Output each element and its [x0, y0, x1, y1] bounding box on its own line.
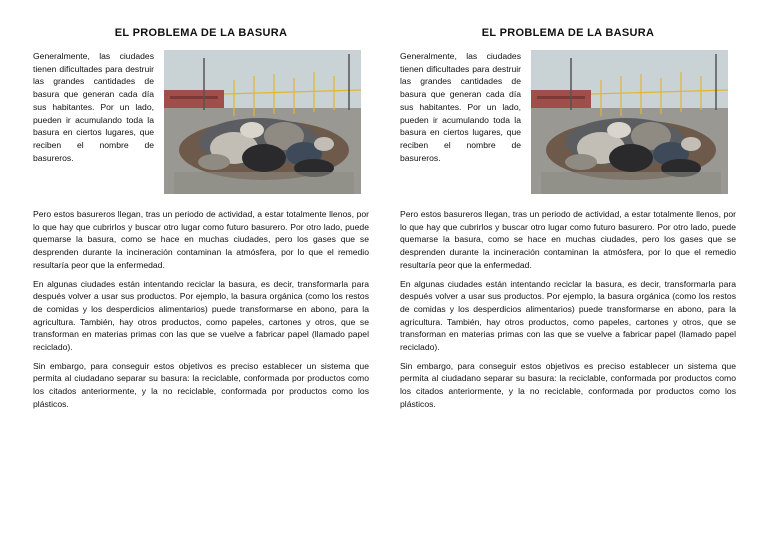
paragraph-3: Sin embargo, para conseguir estos objetivos es preciso establecer un sistema que permita al ciudadano separar su basura: la reciclable, conformada por productos como los citados anteriormente, y la no reciclable, conformada por productos como los plásticos. — [33, 360, 369, 409]
garbage-pile-photo — [164, 50, 361, 194]
paragraph-2-copy: En algunas ciudades están intentando reciclar la basura, es decir, transformarla para después volver a usar sus productos. Por ejemplo, la basura orgánica (como los restos de comidas y los desperdicios alimentarios) puede transformarse en abono, para la agricultura. También, hay otros productos, como papeles, cartones y otros, que se transforman en materias primas con las que se vuelve a fabricar papel (llamado papel reciclado). — [400, 278, 736, 353]
document-column-right — [400, 26, 736, 411]
intro-block — [33, 50, 369, 194]
paragraph-1: Pero estos basureros llegan, tras un periodo de actividad, a estar totalmente llenos, por lo que hay que cubrirlos y buscar otro lugar como futuro basurero. Por otro lado, puede quemarse la basura, como se hace en muchas ciudades, pero los gases que se desprenden durante la incineración contaminan la atmósfera, por lo que el remedio resultaría peor que la enfermedad. — [33, 209, 369, 270]
document-column-left — [33, 26, 369, 411]
intro-block-copy — [400, 50, 736, 194]
intro-paragraph-copy: Generalmente, las ciudades tienen dificultades para destruir las grandes cantidades de basura que generan cada día sus habitantes. Por un lado, pueden ir acumulando toda la basura en ciertos lugares, que reciben el nombre de basureros. — [400, 51, 521, 163]
garbage-pile-photo-copy — [531, 50, 728, 194]
document-title: EL PROBLEMA DE LA BASURA — [114, 27, 288, 39]
paragraph-2: En algunas ciudades están intentando reciclar la basura, es decir, transformarla para después volver a usar sus productos. Por ejemplo, la basura orgánica (como los restos de comidas y los desperdicios alimentarios) puede transformarse en abono, para la agricultura. También, hay otros productos, como papeles, cartones y otros, que se transforman en materias primas con las que se vuelve a fabricar papel (llamado papel reciclado). — [33, 278, 369, 353]
intro-paragraph: Generalmente, las ciudades tienen dificultades para destruir las grandes cantidades de basura que generan cada día sus habitantes. Por un lado, pueden ir acumulando toda la basura en ciertos lugares, que reciben el nombre de basureros. — [33, 51, 154, 163]
paragraph-3-copy: Sin embargo, para conseguir estos objetivos es preciso establecer un sistema que permita al ciudadano separar su basura: la reciclable, conformada por productos como los citados anteriormente, y la no reciclable, conformada por productos como los plásticos. — [400, 360, 736, 409]
document-title-copy: EL PROBLEMA DE LA BASURA — [481, 27, 655, 39]
paragraph-1-copy: Pero estos basureros llegan, tras un periodo de actividad, a estar totalmente llenos, por lo que hay que cubrirlos y buscar otro lugar como futuro basurero. Por otro lado, puede quemarse la basura, como se hace en muchas ciudades, pero los gases que se desprenden durante la incineración contaminan la atmósfera, por lo que el remedio resultaría peor que la enfermedad. — [400, 209, 736, 270]
